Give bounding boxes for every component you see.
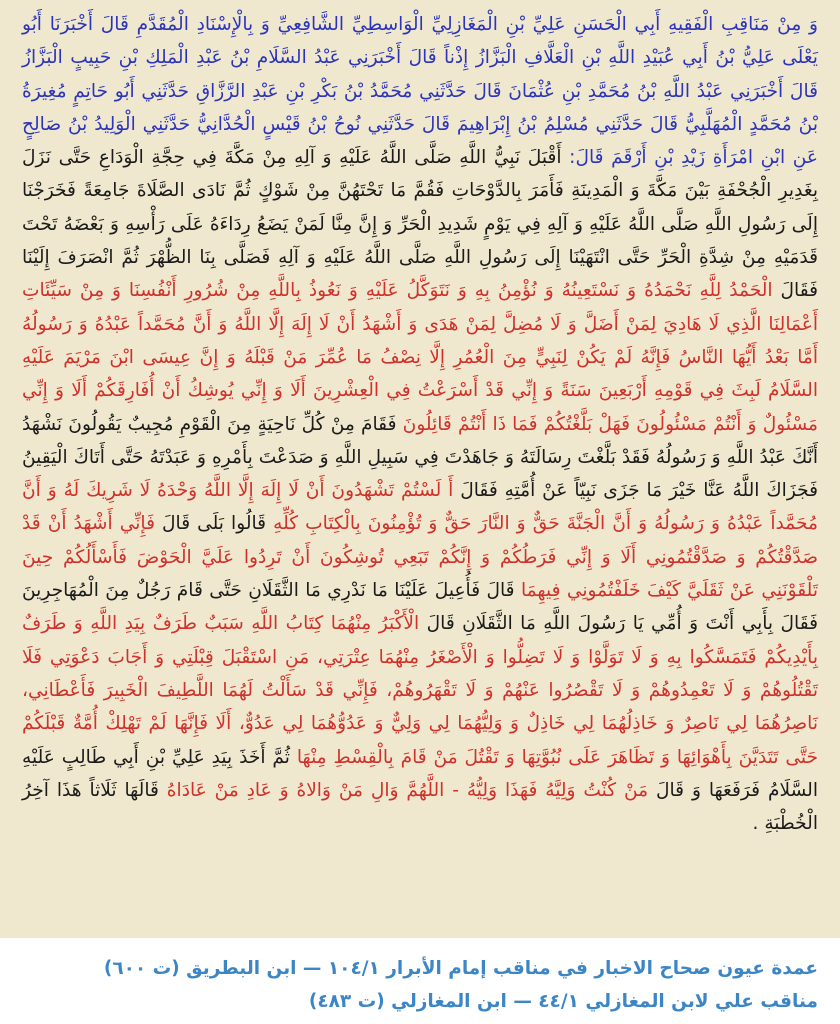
reference-line: عمدة عيون صحاح الاخبار في مناقب إمام الأبرار ١٠٤/١ — ابن البطريق (ت ٦٠٠) [103, 958, 818, 979]
sermon-quote: مَنْ كُنْتُ وَلِيَّهُ فَهَذَا وَلِيُّهُ - اللَّهُمَّ وَالِ مَنْ وَالاهُ وَ عَادِ مَنْ عَادَاهُ [158, 779, 649, 801]
narration-text: أَقْبَلَ نَبِيُّ اللَّهِ صَلَّى اللَّهُ عَلَيْهِ وَ آلِهِ مِنْ مَكَّةَ فِي حِجَّةِ الْوَدَاعِ حَتَّى نَزَلَ بِغَدِيرِ الْجُحْفَةِ بَيْنَ مَكَّةَ وَ الْمَدِينَةِ فَأَمَرَ بِالدَّوْحَاتِ فَقُمَّ مَا تَحْتَهُنَّ مِنْ شَوْكٍ ثُمَّ نَادَى الصَّلَاةَ جَامِعَةً فَخَرَجْنَا إِلَى رَسُولِ اللَّهِ صَلَّى اللَّهُ عَلَيْهِ وَ آلِهِ فِي يَوْمٍ شَدِيدِ الْحَرِّ وَ إِنَّ مِنَّا لَمَنْ يَضَعُ رِدَاءَهُ عَلَى رَأْسِهِ وَ بَعْضَهُ تَحْتَ قَدَمَيْهِ مِنْ شِدَّةِ الْحَرِّ حَتَّى انْتَهَيْنَا إِلَى رَسُولِ اللَّهِ صَلَّى اللَّهُ عَلَيْهِ وَ آلِهِ فَصَلَّى بِنَا الظُّهْرَ ثُمَّ انْصَرَفَ إِلَيْنَا فَقَالَ [22, 147, 819, 302]
sermon-quote: أَ لَسْتُمْ تَشْهَدُونَ أَنْ لَا إِلَهَ إِلَّا اللَّهُ وَحْدَهُ لَا شَرِيكَ لَهُ وَ أَنَّ مُحَمَّداً عَبْدُهُ وَ رَسُولُهُ وَ أَنَّ الْجَنَّةَ حَقٌّ وَ النَّارَ حَقٌّ وَ تُؤْمِنُونَ بِالْكِتَابِ كُلِّهِ [22, 480, 818, 535]
reference-line: مناقب علي لابن المغازلي ٤٤/١ — ابن المغازلي (ت ٤٨٣) [308, 991, 818, 1012]
narration-text: قَالُوا بَلَى قَالَ [154, 513, 267, 535]
narration-text: قَالَهَا ثَلَاثاً هَذَا آخِرُ الْخُطْبَةِ . [22, 779, 818, 835]
narration-text: ثُمَّ أَخَذَ بِيَدِ عَلِيِّ بْنِ أَبِي طَالِبٍ عَلَيْهِ السَّلَامُ فَرَفَعَهَا وَ قَالَ [22, 746, 818, 801]
source-references [0, 938, 840, 1024]
isnad-chain: وَ مِنْ مَنَاقِبِ الْفَقِيهِ أَبِي الْحَسَنِ عَلِيِّ بْنِ الْمَغَازِلِيِّ الْوَاسِطِيِّ الشَّافِعِيِّ وَ بِالْإِسْنَادِ الْمُقَدَّمِ قَالَ أَخْبَرَنَا أَبُو يَعْلَى عَلِيُّ بْنُ أَبِي عُبَيْدِ اللَّهِ بْنِ الْعَلَّافِ الْبَزَّازُ إِذْناً قَالَ أَخْبَرَنِي عَبْدُ السَّلَامِ بْنُ عَبْدِ الْمَلِكِ بْنِ حَبِيبٍ الْبَزَّازُ قَالَ أَخْبَرَنِي عَبْدُ اللَّهِ بْنُ مُحَمَّدِ بْنِ عُثْمَانَ قَالَ حَدَّثَنِي مُحَمَّدُ بْنُ بَكْرِ بْنِ عَبْدِ الرَّزَّاقِ حَدَّثَنِي أَبُو حَاتِمٍ مُغِيرَةُ بْنُ مُحَمَّدٍ الْمُهَلَّبِيُّ قَالَ حَدَّثَنِي مُسْلِمُ بْنُ إِبْرَاهِيمَ قَالَ حَدَّثَنِي نُوحُ بْنُ قَيْسٍ الْحُدَّانِيُّ حَدَّثَنِي الْوَلِيدُ بْنُ صَالِحٍ عَنِ ابْنِ امْرَأَةِ زَيْدِ بْنِ أَرْقَمَ قَالَ: [22, 14, 818, 169]
narration-text: فَقَامَ مِنْ كُلِّ نَاحِيَةٍ مِنَ الْقَوْمِ مُجِيبٌ يَقُولُونَ نَشْهَدُ أَنَّكَ عَبْدُ اللَّهِ وَ رَسُولُهُ فَقَدْ بَلَّغْتَ رِسَالَتَهُ وَ جَاهَدْتَ فِي سَبِيلِ اللَّهِ وَ صَدَعْتَ بِأَمْرِهِ وَ عَبَدْتَهُ حَتَّى أَتَاكَ الْيَقِينُ فَجَزَاكَ اللَّهُ عَنَّا خَيْرَ مَا جَزَى نَبِيّاً عَنْ أُمَّتِهِ فَقَالَ [22, 413, 818, 502]
sermon-quote: الْحَمْدُ لِلَّهِ نَحْمَدُهُ وَ نَسْتَعِينُهُ وَ نُؤْمِنُ بِهِ وَ نَتَوَكَّلُ عَلَيْهِ وَ نَعُوذُ بِاللَّهِ مِنْ شُرُورِ أَنْفُسِنَا وَ مِنْ سَيِّئَاتِ أَعْمَالِنَا الَّذِي لَا هَادِيَ لِمَنْ أَضَلَّ وَ لَا مُضِلَّ لِمَنْ هَدَى وَ أَشْهَدُ أَنْ لَا إِلَهَ إِلَّا اللَّهُ وَ أَنَّ مُحَمَّداً عَبْدُهُ وَ رَسُولُهُ أَمَّا بَعْدُ أَيُّهَا النَّاسُ فَإِنَّهُ لَمْ يَكُنْ لِنَبِيٍّ مِنَ الْعُمُرِ إِلَّا نِصْفُ مَا عُمِّرَ مَنْ قَبْلَهُ وَ إِنَّ عِيسَى ابْنَ مَرْيَمَ عَلَيْهِ السَّلَامُ لَبِثَ فِي قَوْمِهِ أَرْبَعِينَ سَنَةً وَ إِنِّي قَدْ أَسْرَعْتُ فِي الْعِشْرِينَ أَلَا وَ إِنِّي يُوشِكُ أَنْ أُفَارِقَكُمْ أَلَا وَ إِنِّي مَسْئُولٌ وَ أَنْتُمْ مَسْئُولُونَ فَهَلْ بَلَّغْتُكُمْ فَمَا ذَا أَنْتُمْ قَائِلُونَ [22, 280, 818, 435]
narration-text: قَالَ فَأُعِيلَ عَلَيْنَا مَا نَدْرِي مَا الثَّقَلَانِ حَتَّى قَامَ رَجُلٌ مِنَ الْمُهَاجِرِينَ فَقَالَ بِأَبِي أَنْتَ وَ أُمِّي يَا رَسُولَ اللَّهِ مَا الثَّقَلَانِ قَالَ [22, 580, 818, 635]
sermon-quote: فَإِنِّي أَشْهَدُ أَنْ قَدْ صَدَّقْتُكُمْ وَ صَدَّقْتُمُونِي أَلَا وَ إِنِّي فَرَطُكُمْ وَ إِنَّكُمْ تَبَعِي تُوشِكُونَ أَنْ تَرِدُوا عَلَيَّ الْحَوْضَ فَأَسْأَلُكُمْ حِينَ تَلْقَوْنَنِي عَنْ ثَقَلَيَّ كَيْفَ خَلَفْتُمُونِي فِيهِمَا [22, 513, 818, 602]
sermon-quote: الْأَكْبَرُ مِنْهُمَا كِتَابُ اللَّهِ سَبَبٌ طَرَفٌ بِيَدِ اللَّهِ وَ طَرَفٌ بِأَيْدِيكُمْ فَتَمَسَّكُوا بِهِ وَ لَا تَوَلَّوْا وَ لَا تَضِلُّوا وَ الْأَصْغَرُ مِنْهُمَا عِتْرَتِي، مَنِ اسْتَقْبَلَ قِبْلَتِي وَ أَجَابَ دَعْوَتِي فَلَا تَقْتُلُوهُمْ وَ لَا تَعْمِدُوهُمْ وَ لَا تَقْصُرُوا عَنْهُمْ وَ لَا تَقْهَرُوهُمْ، فَإِنِّي قَدْ سَأَلْتُ لَهُمَا اللَّطِيفَ الْخَبِيرَ فَأَعْطَانِي، نَاصِرُهُمَا لِي نَاصِرٌ وَ خَاذِلُهُمَا لِي خَاذِلٌ وَ وَلِيُّهُمَا لِي وَلِيٌّ وَ عَدُوُّهُمَا لِي عَدُوٌّ، أَلَا فَإِنَّهَا لَمْ تَهْلِكْ أُمَّةٌ قَبْلَكُمْ حَتَّى تَتَدَيَّنَ بِأَهْوَائِهَا وَ تَظَاهَرَ عَلَى نُبُوَّتِهَا وَ تَقْتُلَ مَنْ قَامَ بِالْقِسْطِ مِنْهَا [22, 613, 818, 768]
